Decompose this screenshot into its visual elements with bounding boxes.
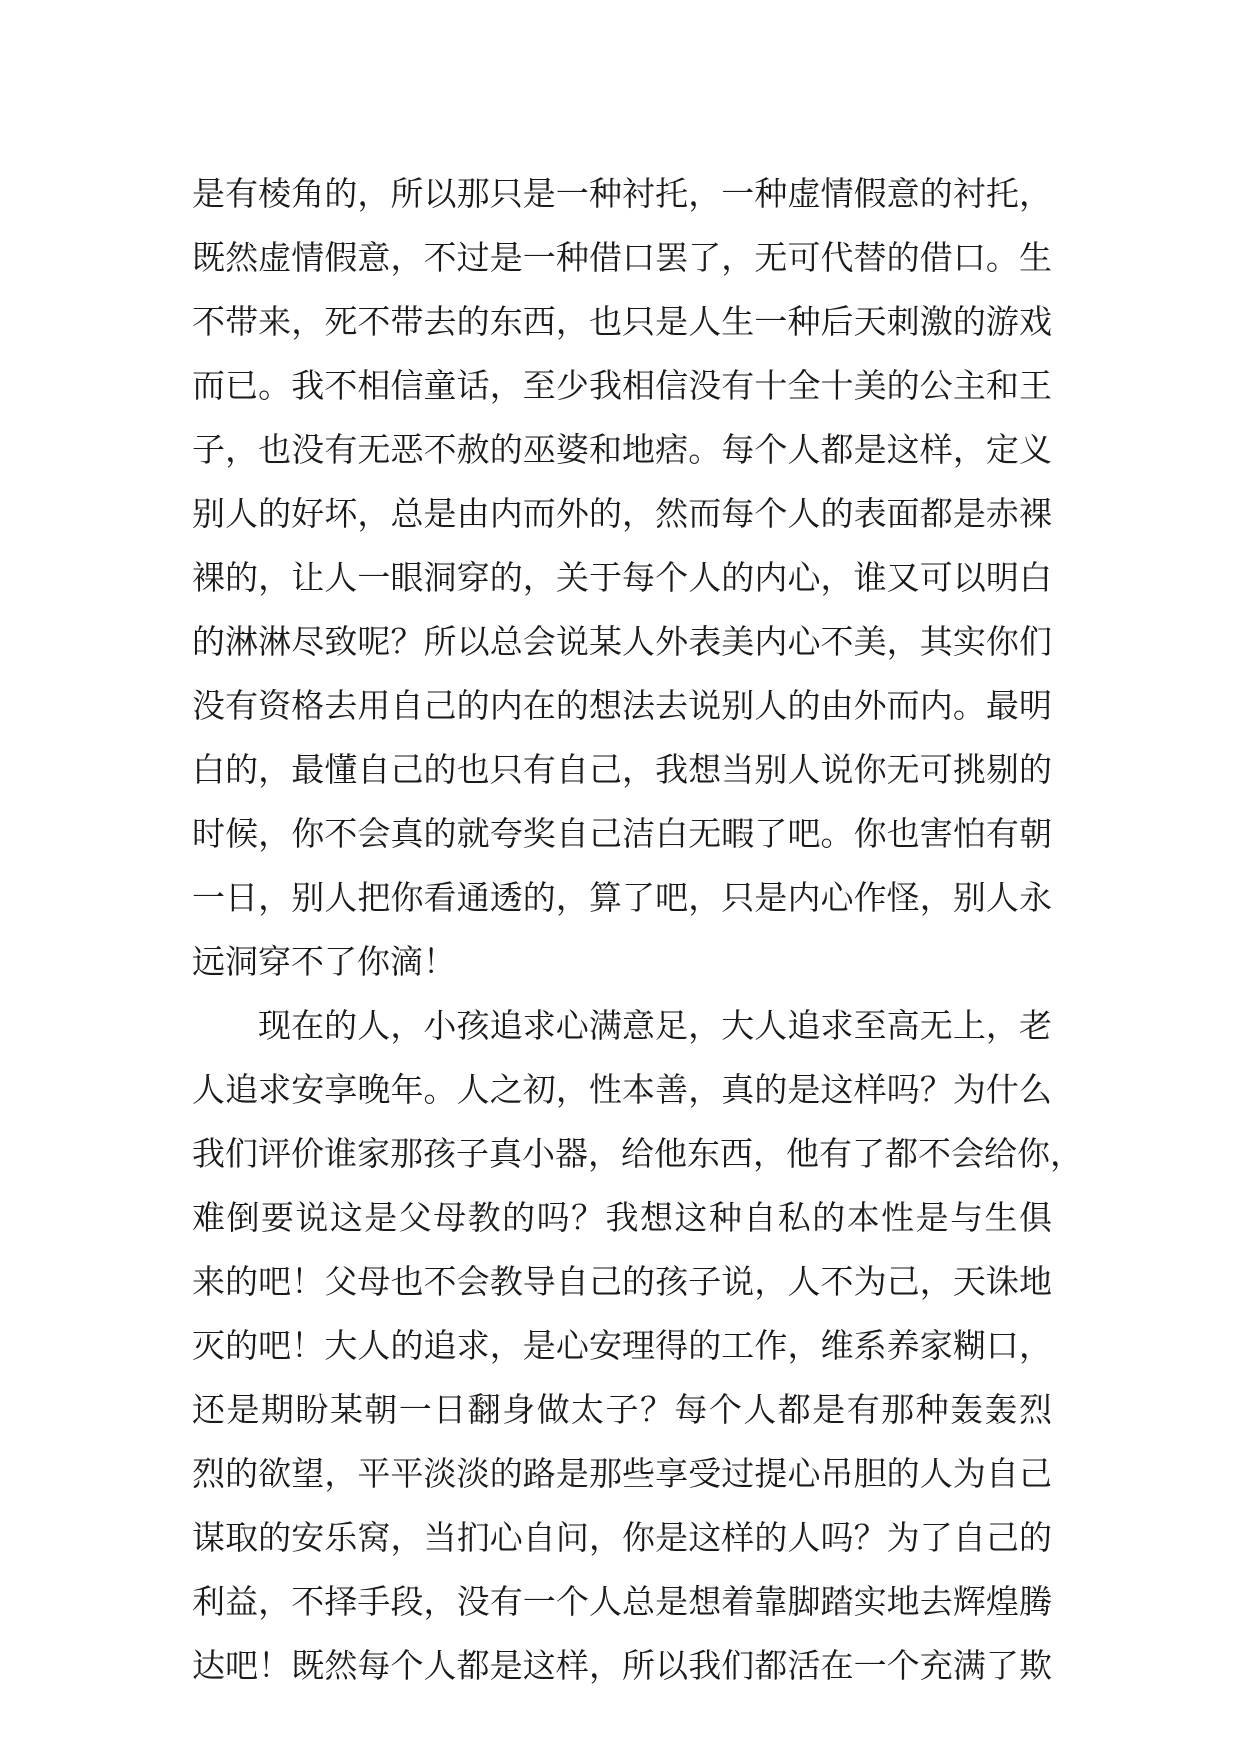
text-line: 裸的，让人一眼洞穿的，关于每个人的内心，谁又可以明白 xyxy=(192,558,1052,597)
text-line: 子，也没有无恶不赦的巫婆和地痞。每个人都是这样，定义 xyxy=(192,430,1052,469)
text-line: 利益，不择手段，没有一个人总是想着靠脚踏实地去辉煌腾 xyxy=(192,1582,1052,1621)
text-line: 的淋淋尽致呢？所以总会说某人外表美内心不美，其实你们 xyxy=(192,622,1052,661)
text-line: 白的，最懂自己的也只有自己，我想当别人说你无可挑剔的 xyxy=(192,750,1052,789)
text-line: 难倒要说这是父母教的吗？我想这种自私的本性是与生俱 xyxy=(192,1198,1052,1237)
paragraph-1 xyxy=(192,162,1052,994)
text-line: 来的吧！父母也不会教导自己的孩子说，人不为己，天诛地 xyxy=(192,1262,1052,1301)
text-line: 人追求安享晚年。人之初，性本善，真的是这样吗？为什么 xyxy=(192,1070,1052,1109)
text-line: 灭的吧！大人的追求，是心安理得的工作，维系养家糊口， xyxy=(192,1326,1052,1365)
text-line: 没有资格去用自己的内在的想法去说别人的由外而内。最明 xyxy=(192,686,1052,725)
text-line: 是有棱角的，所以那只是一种衬托，一种虚情假意的衬托， xyxy=(192,174,1052,213)
text-line: 一日，别人把你看通透的，算了吧，只是内心作怪，别人永 xyxy=(192,878,1052,917)
text-line: 烈的欲望，平平淡淡的路是那些享受过提心吊胆的人为自己 xyxy=(192,1454,1052,1493)
text-line: 远洞穿不了你滴！ xyxy=(192,942,456,981)
text-line: 不带来，死不带去的东西，也只是人生一种后天刺激的游戏 xyxy=(192,302,1052,341)
text-line: 时候，你不会真的就夸奖自己洁白无暇了吧。你也害怕有朝 xyxy=(192,814,1052,853)
text-line: 别人的好坏，总是由内而外的，然而每个人的表面都是赤裸 xyxy=(192,494,1052,533)
text-line: 现在的人，小孩追求心满意足，大人追求至高无上，老 xyxy=(258,1006,1052,1045)
paragraph-2 xyxy=(192,994,1083,1698)
text-line: 还是期盼某朝一日翻身做太子？每个人都是有那种轰轰烈 xyxy=(192,1390,1052,1429)
body-text xyxy=(192,162,1083,1698)
text-line: 而已。我不相信童话，至少我相信没有十全十美的公主和王 xyxy=(192,366,1052,405)
text-line: 我们评价谁家那孩子真小器，给他东西，他有了都不会给你， xyxy=(192,1134,1083,1173)
text-line: 达吧！既然每个人都是这样，所以我们都活在一个充满了欺 xyxy=(192,1646,1052,1685)
text-line: 既然虚情假意，不过是一种借口罢了，无可代替的借口。生 xyxy=(192,238,1052,277)
text-line: 谋取的安乐窝，当扪心自问，你是这样的人吗？为了自己的 xyxy=(192,1518,1052,1557)
